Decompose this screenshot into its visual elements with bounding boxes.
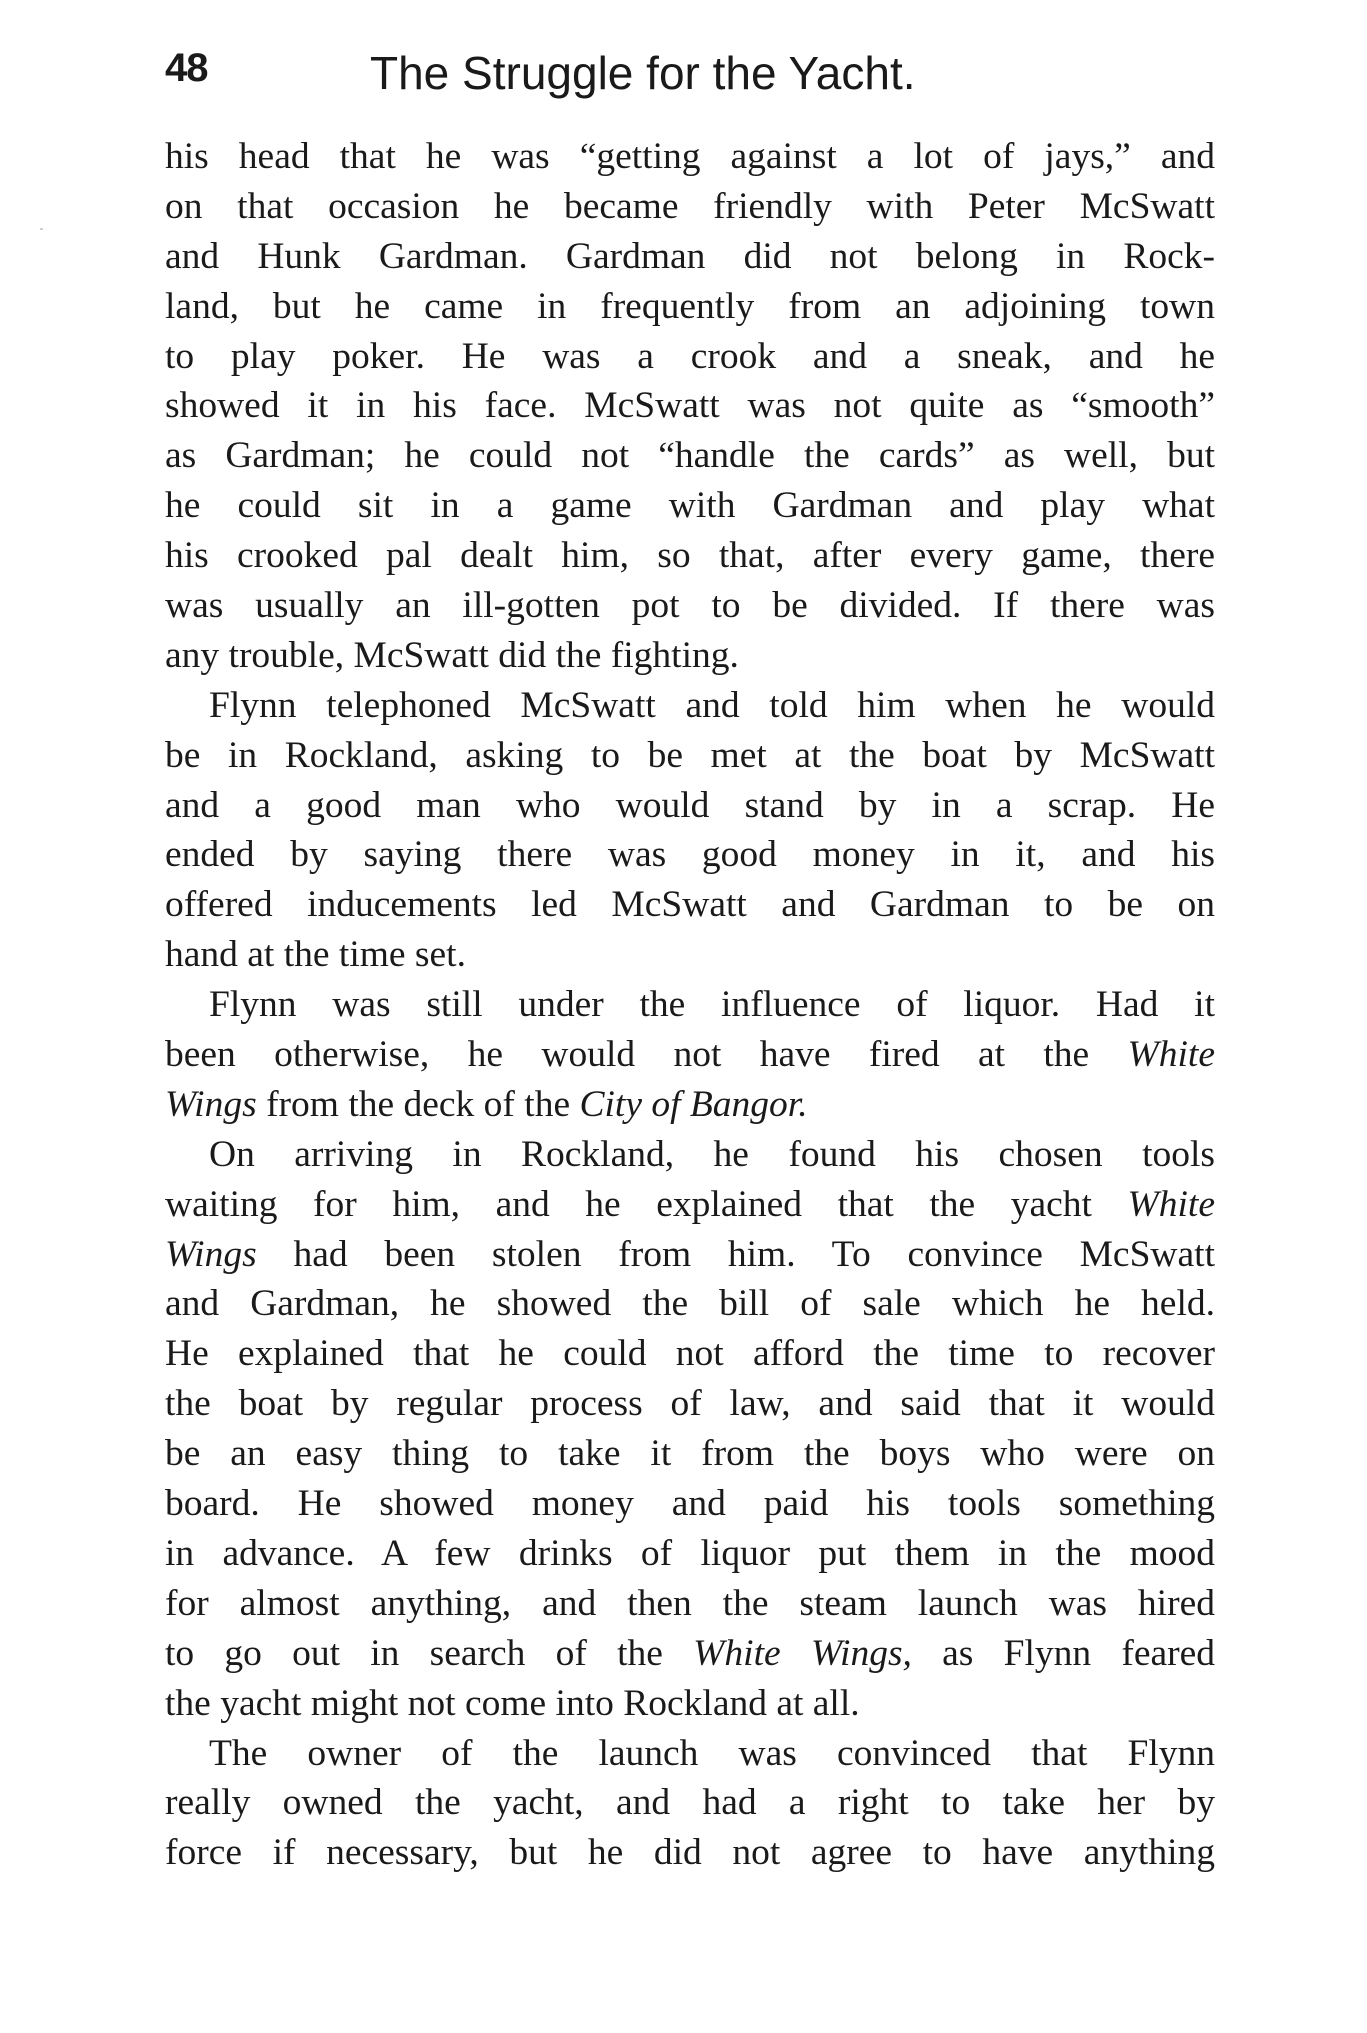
margin-speck [40,228,43,230]
italic-ship-name: Wings [165,1233,257,1275]
text-line: to play poker. He was a crook and a sneak, and he [165,335,1215,377]
text-fragment: been otherwise, he would not have fired at the White [165,1034,1215,1076]
text-line: board. He showed money and paid his tools something [165,1483,1215,1525]
text-line: be in Rockland, asking to be met at the boat by McSwatt [165,734,1215,776]
text-line: his head that he was “getting against a lot of jays,” and [165,136,1215,177]
text-line: The owner of the launch was convinced that Flynn [209,1732,1215,1774]
text-fragment: to go out in search of the White Wings, as Flynn feared [165,1632,1216,1674]
text-line: and a good man who would stand by in a scrap. He [165,784,1215,826]
text-line: On arriving in Rockland, he found his chosen tools [209,1133,1215,1175]
text-line: and Hunk Gardman. Gardman did not belong in Rock- [165,235,1215,277]
text-line: he could sit in a game with Gardman and play what [165,485,1215,527]
text-line: was usually an ill-gotten pot to be divided. If there was [165,585,1215,627]
text-line: be an easy thing to take it from the boys who were on [165,1433,1215,1475]
text-line: Flynn was still under the influence of liquor. Had it [209,984,1215,1026]
text-line: force if necessary, but he did not agree to have anything [165,1832,1215,1874]
text-line: He explained that he could not afford the time to recover [165,1333,1215,1375]
text-line: the boat by regular process of law, and said that it would [165,1383,1215,1425]
text-line: hand at the time set. [165,934,466,976]
page-number: 48 [165,46,208,90]
italic-ship-name: Wings [165,1083,257,1125]
text-line [165,1180,1215,1230]
running-title: The Struggle for the Yacht. [370,47,916,99]
text-fragment: waiting for him, and he explained that the yacht White [165,1183,1215,1225]
text-line: in advance. A few drinks of liquor put them in the mood [165,1532,1215,1574]
italic-ship-name: White [1127,1183,1215,1225]
text-line [165,1030,1215,1080]
text-line: and Gardman, he showed the bill of sale which he held. [165,1283,1215,1325]
text-line: land, but he came in frequently from an adjoining town [165,285,1215,327]
text-line: his crooked pal dealt him, so that, after every game, there [165,535,1215,577]
text-line: Flynn telephoned McSwatt and told him when he would [209,684,1215,726]
text-line: offered inducements led McSwatt and Gardman to be on [165,884,1215,926]
text-line: really owned the yacht, and had a right to take her by [165,1782,1215,1824]
text-line: the yacht might not come into Rockland at all. [165,1682,860,1724]
text-fragment: Wings had been stolen from him. To convince McSwatt [165,1233,1215,1275]
text-line: on that occasion he became friendly with Peter McSwatt [165,185,1215,227]
italic-ship-name: White Wings, [693,1632,912,1674]
text-line: showed it in his face. McSwatt was not quite as “smooth” [165,385,1215,427]
text-line: for almost anything, and then the steam launch was hired [165,1582,1215,1624]
text-line [165,1230,1215,1280]
text-line: ended by saying there was good money in it, and his [165,834,1215,876]
page-header [165,38,1225,108]
text-line: as Gardman; he could not “handle the cards” as well, but [165,435,1215,477]
italic-ship-name: City of Bangor. [579,1083,808,1125]
body-text [165,132,1215,1878]
italic-ship-name: White [1127,1034,1215,1076]
text-line: any trouble, McSwatt did the fighting. [165,634,739,676]
text-line [165,1629,1215,1679]
text-line: Wings from the deck of the City of Bangor. [165,1083,808,1125]
